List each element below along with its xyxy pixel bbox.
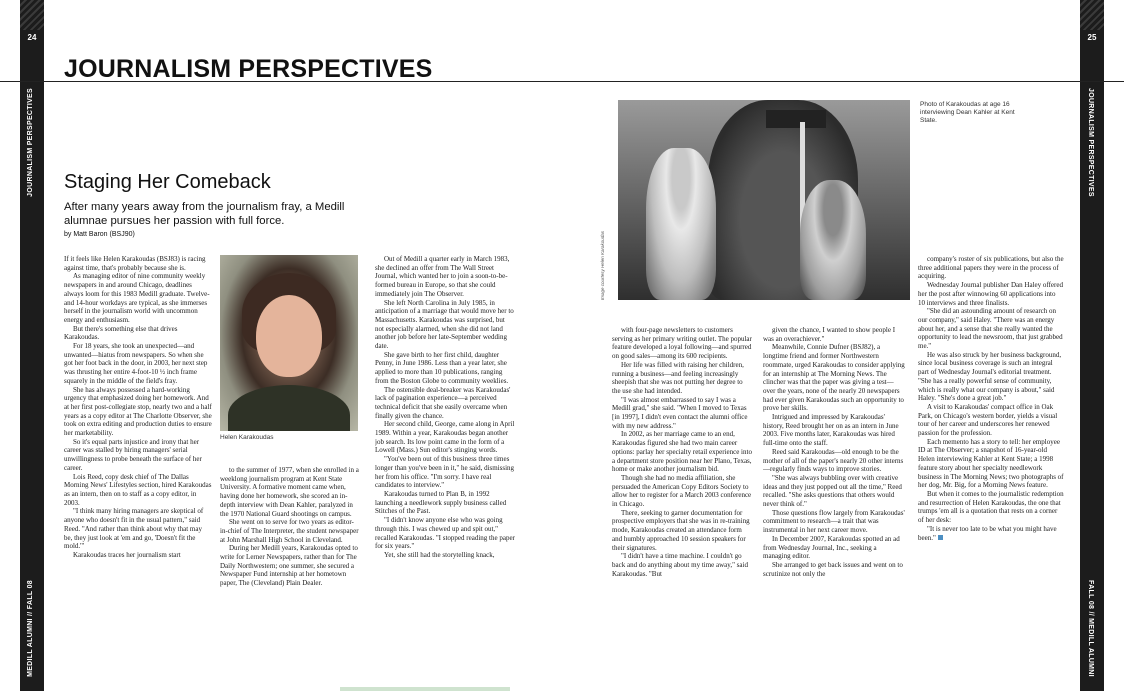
paragraph: He was also struck by her business background, since local business coverage is such an integral part of Wednesday Journal's editorial treatment. "She has a really powerful sense of community, which is really what our company is about," said Haley. "She's done a great job." [918,350,1062,403]
left-page-sidebar [20,0,44,691]
paragraph: She went on to serve for two years as editor-in-chief of The Interpreter, the student newspaper at John Marshall High School in Cleveland. [220,518,359,544]
paragraph: "It is never too late to be what you might have been." [918,524,1057,542]
archive-photo-sign [766,110,826,128]
paragraph: There, seeking to garner documentation for prospective employers that she was in re-training mode, Karakoudas created an attendance form and humbly approached 10 session speakers for their signatures. [612,508,750,552]
paragraph: Out of Medill a quarter early in March 1983, she declined an offer from The Wall Street Journal, which wanted her to join a soon-to-be-formed bureau in Europe, so that she could immediately join The Observer. [375,255,510,298]
paragraph: But there's something else that drives Karakoudas. [64,324,178,342]
portrait-face [256,295,322,377]
paragraph: given the chance, I wanted to show people I was an overachiever." [763,326,896,343]
archive-photo-man [646,148,716,300]
portrait-caption: Helen Karakoudas [220,434,274,441]
paragraph: Lois Reed, copy desk chief of The Dallas Morning News' Lifestyles section, hired Karakoudas as an intern, then on to staff as a copy editor, in 2003. [64,472,212,507]
article-column-2 [220,466,360,673]
paragraph: Though she had no media affiliation, she persuaded the American Copy Editors Society to allow her to register for a March 2003 conference in Chicago. [612,473,752,509]
section-title: JOURNALISM PERSPECTIVES [64,55,433,83]
paragraph: Her life was filled with raising her children, running a business—and feeling increasingly sheepish that she was not putting her degree to the use she had intended. [612,360,744,395]
paragraph: So it's equal parts injustice and irony that her career was stalled by hiring managers' serial unwillingness to probe beneath the surface of her career. [64,437,202,472]
paragraph: During her Medill years, Karakoudas opted to write for Lerner Newspapers, rather than for The Daily Northwestern; one summer, she secured a Newspaper Fund internship at her hometown paper, The (Cleveland) Plain Dealer. [220,544,358,588]
sidebar-label-bottom-left: MEDILL ALUMNI // FALL 08 [27,580,34,677]
archive-photo-girl [800,180,866,300]
paragraph: to the summer of 1977, when she enrolled in a weeklong journalism program at Kent State University. A formative moment came when, having done her homework, she scored an in-depth interview with Dean Kahler, paralyzed in the 1970 National Guard shootings on campus. [220,466,359,518]
article-byline: by Matt Baron (BSJ90) [64,231,135,238]
paragraph: "I think many hiring managers are skeptical of anyone who doesn't fit in the usual pattern," said Reed. "And rather than think about why that may be, they just look at 'em and go, 'Doesn't fit the mold.'" [64,507,204,551]
paragraph: Wednesday Journal publisher Dan Haley offered her the post after winnowing 60 applications into 10 interviews and three finalists. [918,281,1063,307]
paragraph: Yet, she still had the storytelling knack, [384,550,495,559]
paragraph: "I didn't have a time machine. I couldn't go back and do anything about my time away," said Karakoudas. "But [612,552,748,578]
sidebar-label-top-right: JOURNALISM PERSPECTIVES [1087,88,1094,197]
sidebar-label-bottom-right: FALL 08 // MEDILL ALUMNI [1087,580,1094,677]
paragraph: She left North Carolina in July 1985, in anticipation of a marriage that would move her to Massachusetts. Karakoudas was surprised, but not especially alarmed, when she did not land another job before her late-September wedding date. [375,298,514,351]
paragraph: A visit to Karakoudas' compact office in Oak Park, on Chicago's western border, yields a visual tour of her career and underscores her renewed passion for the profession. [918,402,1058,438]
paragraph: She has always possessed a hard-working urgency that emphasized doing her homework. And at her first post-collegiate stop, nearly two and a half years as a copy editor at The Charlotte Observer, she took on extra editing and production duties to ensure her marketability. [64,385,212,438]
article-column-3 [375,255,515,673]
bottom-accent-bar [340,687,510,691]
page-number-right: 25 [1087,33,1097,42]
paragraph: "She did an astounding amount of research on our company," said Haley. "There was an energy about her, and a sense that she really wanted the opportunity to lead the newsroom, that just grabbed me." [918,307,1063,351]
paragraph: "You've been out of this business three times longer than you've been in it," he said, dismissing her from his office. "I'm sorry. I have real candidates to interview." [375,455,515,490]
article-deck: After many years away from the journalism fray, a Medill alumnae pursues her passion with full force. [64,201,345,227]
paragraph: company's roster of six publications, but also the three additional papers they were in the process of acquiring. [918,255,1064,281]
paragraph: Meanwhile, Connie Dufner (BSJ82), a longtime friend and former Northwestern roommate, urged Karakoudas to consider applying for an internship at The Morning News. The clincher was that the paper was giving a test—over the years, none of the nearly 20 newspapers had ever given Karakoudas such an opportunity to prove her skills. [763,343,905,413]
archive-caption: Photo of Karakoudas at age 16 interviewing Dean Kahler at Kent State. [920,101,1015,124]
paragraph: The ostensible deal-breaker was Karakoudas' lack of pagination experience—a perceived technical deficit that she easily overcame when finally given the chance. [375,385,511,420]
article-column-6 [918,255,1064,673]
paragraph: As managing editor of nine community weekly newspapers in and around Chicago, deadlines always loom for this 1983 Medill graduate. Twelve- and 14-hour workdays are typical, as she immerses herself in the journalism world with uncommon energy and enthusiasm. [64,272,210,324]
paragraph: She arranged to get back issues and went on to scrutinize not only the [763,560,903,578]
paragraph: Those questions flow largely from Karakoudas' commitment to research—a trait that was instrumental in her next career move. [763,508,905,535]
paragraph: Karakoudas traces her journalism start [73,550,181,559]
article-column-4 [612,326,752,673]
sidebar-label-top-left: JOURNALISM PERSPECTIVES [27,88,34,197]
portrait-photo [220,255,358,431]
paragraph: For 18 years, she took an unexpected—and unwanted—hiatus from newspapers. So when she got her foot back in the door, in 2003, her next step was thrusting her entire 4-foot-10 ½ inch frame squarely in the middle of the field's fray. [64,342,208,385]
page-number-left: 24 [27,33,37,42]
paragraph: Her second child, George, came along in April 1989. Within a year, Karakoudas began another job search. Its low point came in the form of a Lowell (Mass.) Sun editor's stinging words. [375,420,515,455]
paragraph: Reed said Karakoudas—old enough to be the mother of all of the paper's nearly 20 other interns—regularly finds ways to improve stories. [763,447,904,474]
paragraph: But when it comes to the journalistic redemption and resurrection of Helen Karakoudas, the one that trumps 'em all is a quotation that rests on a corner of her desk: [918,489,1064,525]
paragraph: In December 2007, Karakoudas spotted an ad from Wednesday Journal, Inc., seeking a managing editor. [763,534,900,561]
right-page-sidebar [1080,0,1104,691]
archive-photo [618,100,910,300]
paragraph: "I didn't know anyone else who was going through this. I was chewed up and spit out," recalled Karakoudas. "I stopped reading the paper for six years." [375,516,515,551]
paragraph: "She was always bubbling over with creative ideas and they just popped out all the time," Reed recalled. "She asks questions that others would never think of." [763,473,902,509]
paragraph: She gave birth to her first child, daughter Penny, in June 1986. Less than a year later, she applied to more than 10 publications, ranging from the Boston Globe to community weeklies. [375,350,509,385]
paragraph: with four-page newsletters to customers serving as her primary writing outlet. The popular feature developed a loyal following—and spurred on good sales—among its 600 recipients. [612,326,752,361]
photo-credit: Image courtesy Helen Karakoudas [600,230,605,300]
paragraph: If it feels like Helen Karakoudas (BSJ83) is racing against time, that's probably because she is. [64,255,206,272]
article-headline: Staging Her Comeback [64,171,271,193]
end-mark-icon [938,535,943,540]
portrait-shoulders [228,385,350,431]
article-column-5 [763,326,905,673]
paragraph: Karakoudas turned to Plan B, in 1992 launching a needlework supply business called Stitches of the Past. [375,489,507,516]
paragraph: Intrigued and impressed by Karakoudas' history, Reed brought her on as an intern in June 2003. Five months later, Karakoudas was hired full-time onto the staff. [763,413,899,448]
article-column-1 [64,255,212,673]
paragraph: Each memento has a story to tell: her employee ID at The Observer; a snapshot of 16-year-old Helen interviewing Kahler at Kent State; a 1998 feature story about her specialty needlework business in The Morning News; two photographs of her dog, Mr. Big, for a Morning News feature. [918,437,1064,490]
sidebar-hatch [20,0,44,30]
paragraph: "I was almost embarrassed to say I was a Medill grad," she said. "When I moved to Texas [in 1997], I didn't even contact the alumni office with my new address." [612,395,748,430]
paragraph: In 2002, as her marriage came to an end, Karakoudas figured she had two main career options: parlay her specialty retail experience into a department store position near her Plano, Texas, home or make another journalism bid. [612,430,752,474]
sidebar-hatch [1080,0,1104,30]
